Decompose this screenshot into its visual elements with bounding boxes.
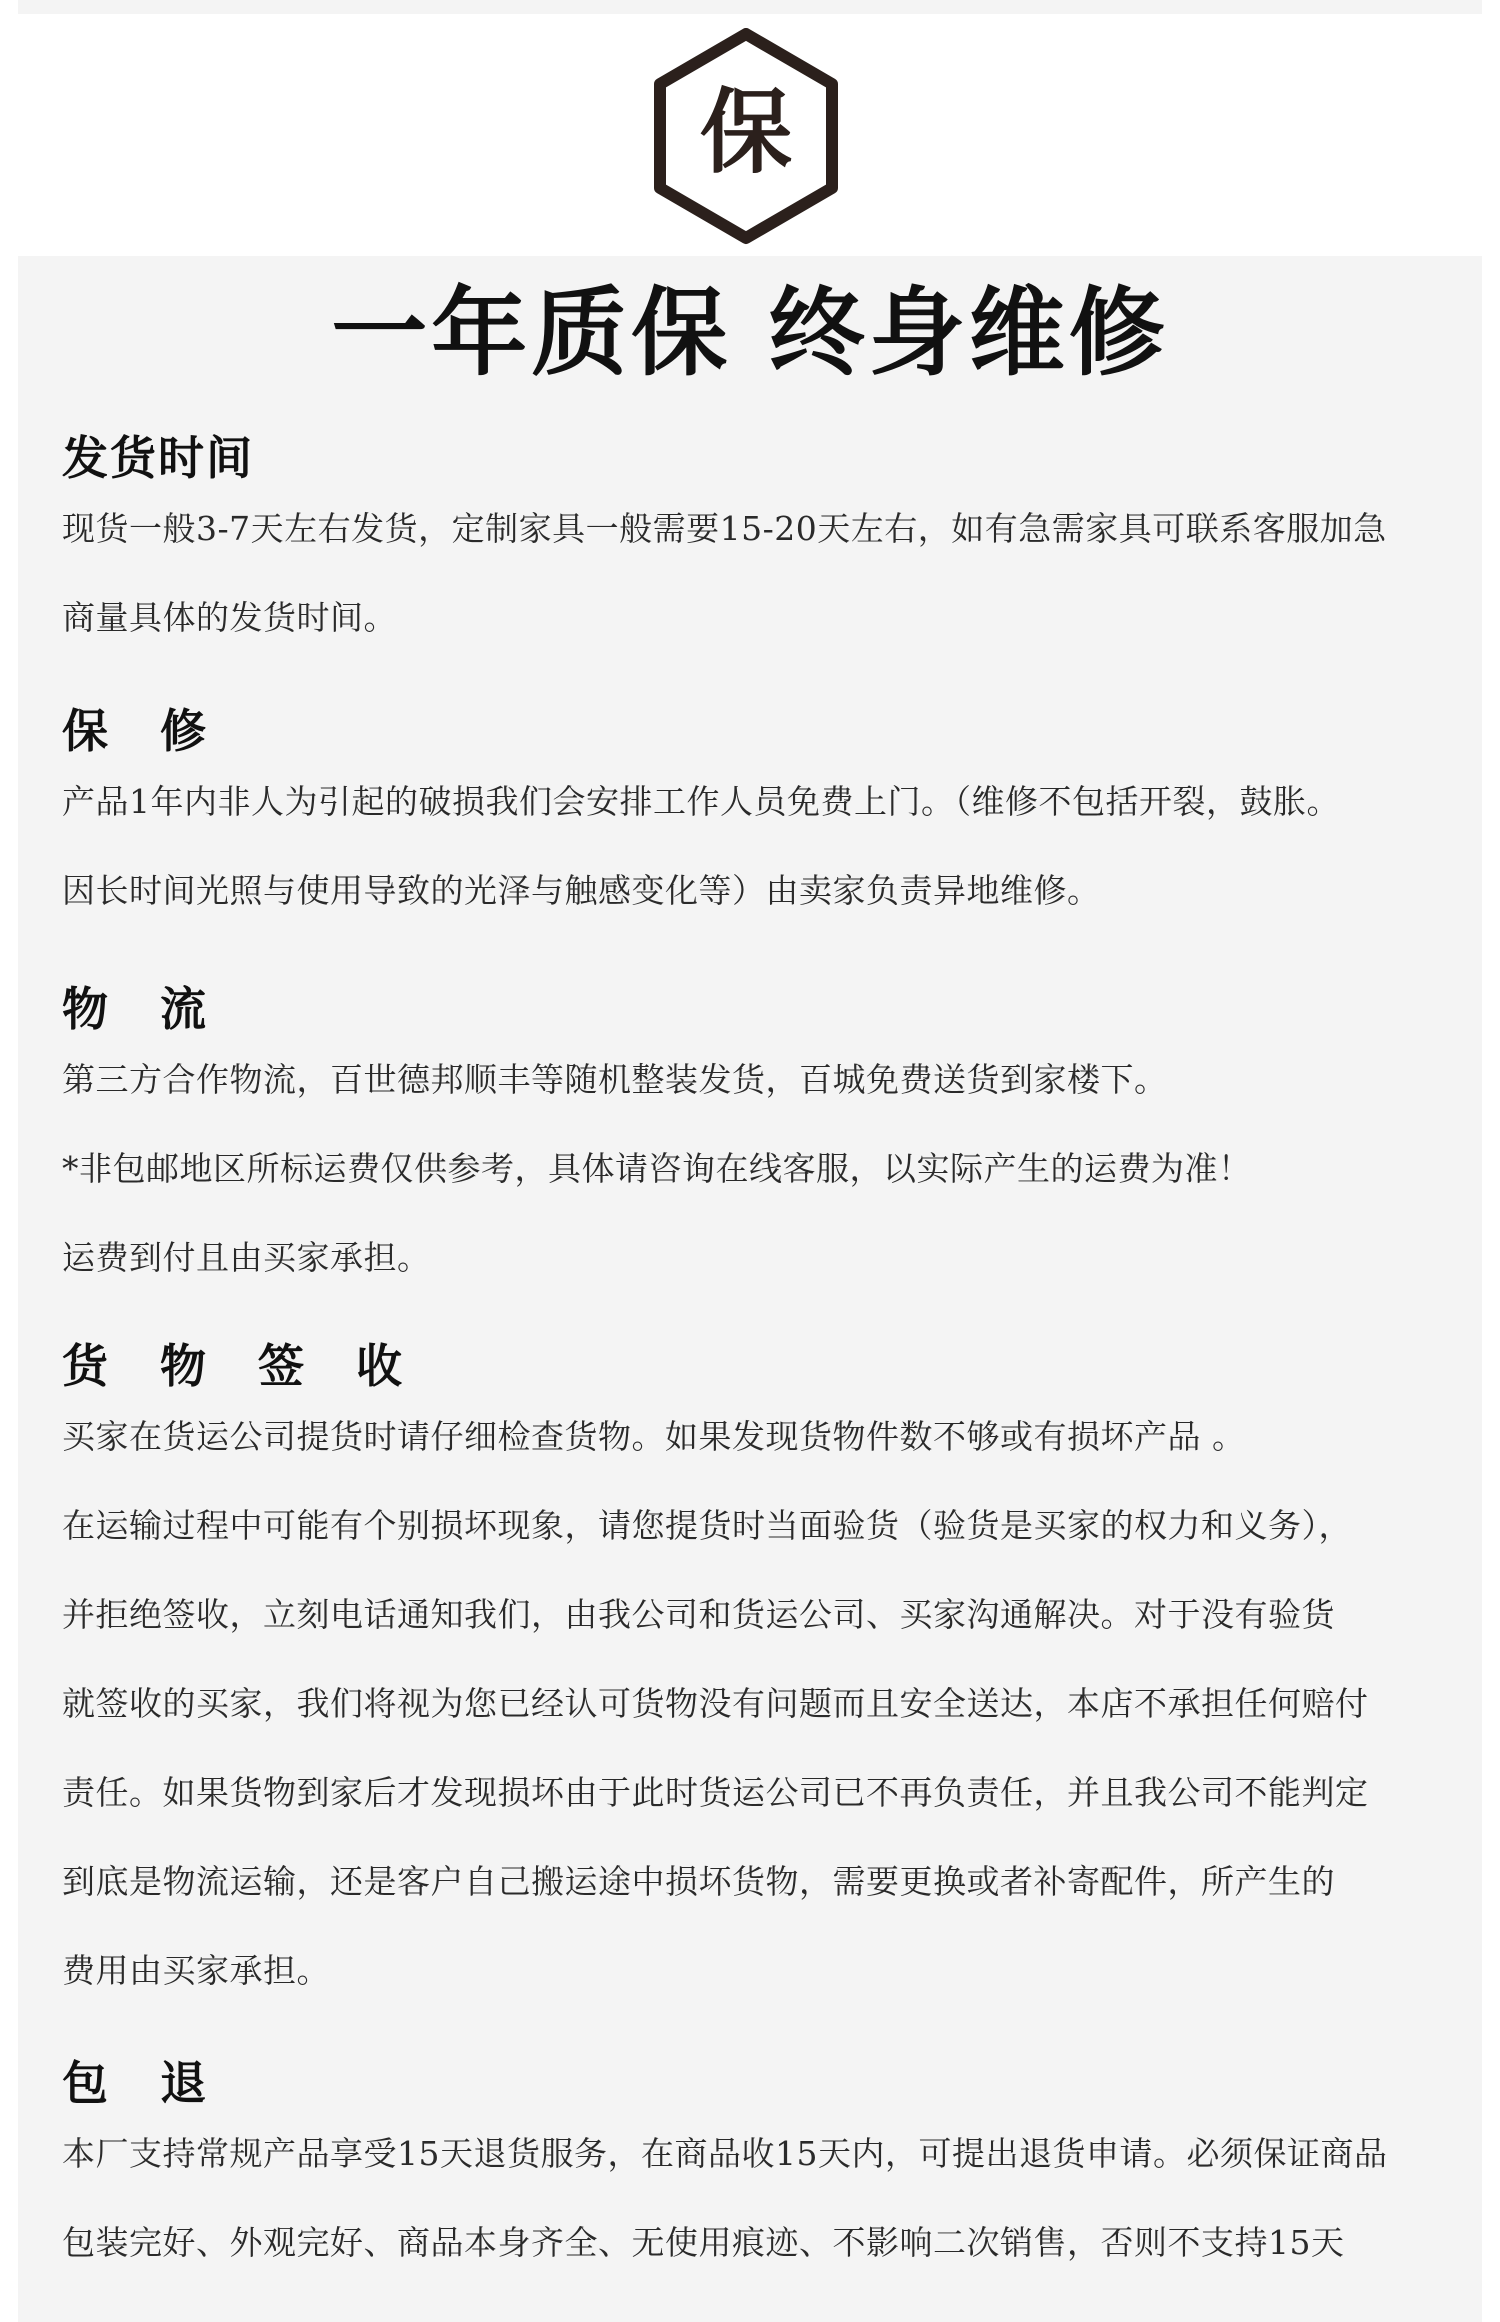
paragraph-line: 在运输过程中可能有个别损坏现象，请您提货时当面验货（验货是买家的权力和义务）， — [62, 1506, 1352, 1545]
paragraph-line: 商量具体的发货时间。 — [62, 598, 397, 637]
page-title: 一年质保 终身维修 — [331, 276, 1169, 389]
paragraph-line: 因长时间光照与使用导致的光泽与触感变化等）由卖家负责异地维修。 — [62, 871, 1101, 910]
section-returns — [62, 2053, 1462, 2287]
top-divider-strip — [18, 0, 1482, 14]
section-heading: 货 物 签 收 — [62, 1339, 421, 1393]
paragraph-line: 到底是物流运输，还是客户自己搬运途中损坏货物，需要更换或者补寄配件，所产生的 — [62, 1862, 1335, 1901]
section-heading: 物 流 — [62, 982, 225, 1036]
policy-panel — [18, 256, 1482, 2322]
section-logistics — [62, 979, 1462, 1302]
logo-area — [0, 14, 1500, 256]
paragraph-line: 第三方合作物流，百世德邦顺丰等随机整装发货，百城免费送货到家楼下。 — [62, 1060, 1168, 1099]
paragraph-line: 买家在货运公司提货时请仔细检查货物。如果发现货物件数不够或有损坏产品 。 — [62, 1417, 1246, 1456]
paragraph-line: 运费到付且由买家承担。 — [62, 1238, 431, 1277]
paragraph-line: 现货一般3-7天左右发货，定制家具一般需要15-20天左右，如有急需家具可联系客服加急 — [62, 509, 1387, 548]
paragraph-line: 包装完好、外观完好、商品本身齐全、无使用痕迹、不影响二次销售，否则不支持15天 — [62, 2223, 1345, 2262]
paragraph-line: 责任。如果货物到家后才发现损坏由于此时货运公司已不再负责任，并且我公司不能判定 — [62, 1773, 1369, 1812]
warranty-hexagon-logo — [646, 28, 846, 248]
paragraph-line: 并拒绝签收，立刻电话通知我们，由我公司和货运公司、买家沟通解决。对于没有验货 — [62, 1595, 1335, 1634]
section-heading: 发货时间 — [62, 431, 254, 485]
section-heading: 保 修 — [62, 704, 225, 758]
paragraph-line: 本厂支持常规产品享受15天退货服务，在商品收15天内，可提出退货申请。必须保证商品 — [62, 2134, 1388, 2173]
paragraph-line: 产品1年内非人为引起的破损我们会安排工作人员免费上门。（维修不包括开裂，鼓胀。 — [62, 782, 1340, 821]
paragraph-line: 就签收的买家，我们将视为您已经认可货物没有问题而且安全送达，本店不承担任何赔付 — [62, 1684, 1369, 1723]
section-heading: 包 退 — [62, 2056, 225, 2110]
paragraph-line: 费用由买家承担。 — [62, 1951, 330, 1990]
paragraph-line: *非包邮地区所标运费仅供参考，具体请咨询在线客服，以实际产生的运费为准！ — [62, 1149, 1252, 1188]
section-delivery-receipt — [62, 1336, 1462, 2015]
section-warranty — [62, 701, 1462, 935]
section-shipping-time — [62, 428, 1462, 662]
logo-glyph: 保 — [699, 78, 793, 186]
